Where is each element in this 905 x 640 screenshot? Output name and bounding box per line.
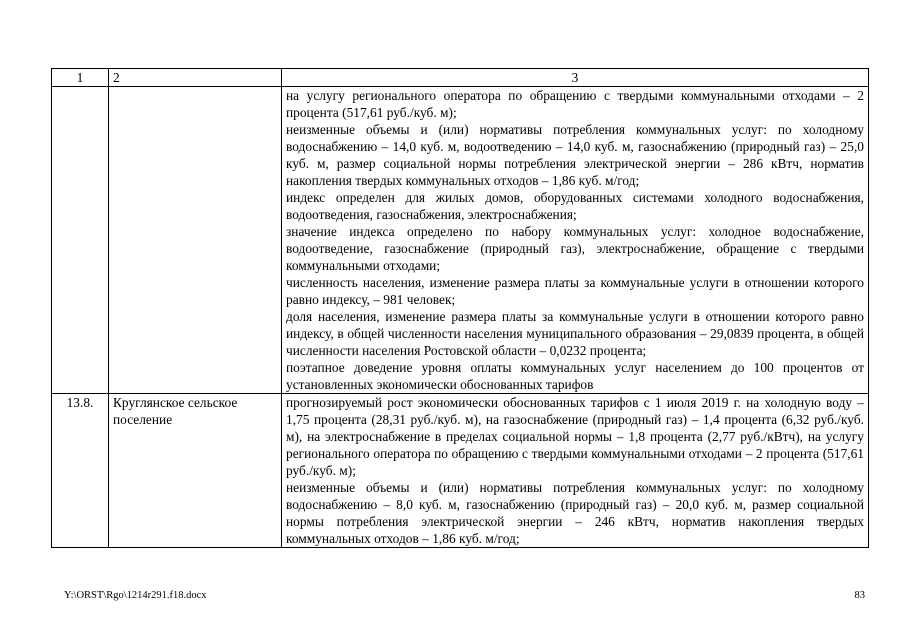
table-row: [52, 394, 869, 548]
paragraph: прогнозируемый рост экономически обоснованных тарифов с 1 июля 2019 г. на холодную воду – 1,75 процента (28,31 руб./куб. м), на газоснабжение (природный газ) – 1,4 процента (6,32 руб./куб. м), на электроснабжение в пределах социальной нормы – 1,8 процента (2,77 руб./кВтч), на услугу регионального оператора по обращению с твердыми коммунальными отходами – 2 процента (517,61 руб./куб. м);: [286, 395, 864, 478]
header-col-2: 2: [109, 69, 282, 87]
row-number: [52, 87, 109, 394]
settlement-name: Круглянское сельское поселение: [109, 394, 282, 548]
paragraph: значение индекса определено по набору коммунальных услуг: холодное водоснабжение, водоотведение, газоснабжение (природный газ), электроснабжение, обращение с твердыми коммунальными отходами;: [286, 224, 864, 273]
paragraph: поэтапное доведение уровня оплаты коммунальных услуг населением до 100 процентов от установленных экономически обоснованных тарифов: [286, 360, 864, 392]
paragraph: неизменные объемы и (или) нормативы потребления коммунальных услуг: по холодному водоснабжению – 14,0 куб. м, водоотведению – 14,0 куб. м, газоснабжению (природный газ) – 25,0 куб. м, размер социальной нормы потребления электрической энергии – 286 кВтч, норматив накопления твердых коммунальных отходов – 1,86 куб. м/год;: [286, 122, 864, 188]
document-path: Y:\ORST\Rgo\1214r291.f18.docx: [64, 590, 207, 601]
page-number: 83: [854, 590, 865, 601]
paragraph: индекс определен для жилых домов, оборудованных системами холодного водоснабжения, водоотведения, газоснабжения, электроснабжения;: [286, 190, 864, 222]
paragraph: доля населения, изменение размера платы за коммунальные услуги в отношении которого равно индексу, в общей численности населения муниципального образования – 29,0839 процента, в общей численности населения Ростовской области – 0,0232 процента;: [286, 309, 864, 358]
paragraph: неизменные объемы и (или) нормативы потребления коммунальных услуг: по холодному водоснабжению – 8,0 куб. м, газоснабжению (природный газ) – 20,0 куб. м, размер социальной нормы потребления электрической энергии – 246 кВтч, норматив накопления твердых коммунальных отходов – 1,86 куб. м/год;: [286, 480, 864, 546]
settlement-name: [109, 87, 282, 394]
paragraph: численность населения, изменение размера платы за коммунальные услуги в отношении которого равно индексу, – 981 человек;: [286, 275, 864, 307]
row-description: [282, 87, 869, 394]
table-header-row: [52, 69, 869, 87]
table-row: [52, 87, 869, 394]
header-col-3: 3: [282, 69, 869, 87]
row-description: [282, 394, 869, 548]
row-number: 13.8.: [52, 394, 109, 548]
paragraph: на услугу регионального оператора по обращению с твердыми коммунальными отходами – 2 процента (517,61 руб./куб. м);: [286, 88, 864, 120]
header-col-1: 1: [52, 69, 109, 87]
tariff-table: [51, 68, 869, 548]
